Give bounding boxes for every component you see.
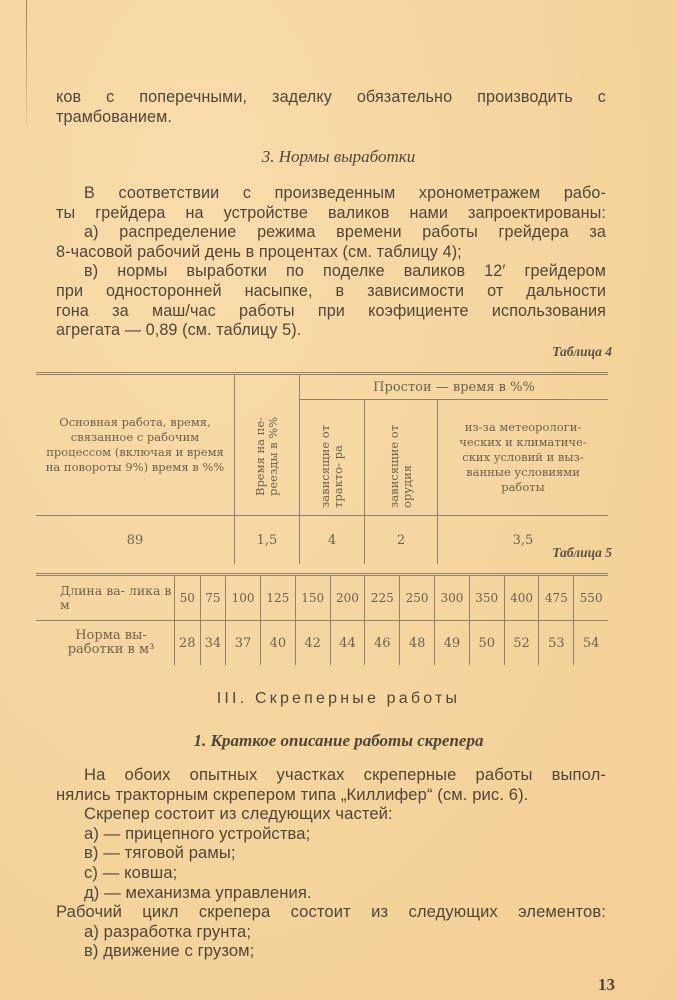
- cell: 53: [539, 621, 574, 666]
- text-line: В соответствии с произведенным хронометражем рабо-: [84, 184, 606, 202]
- cell: 400: [504, 575, 539, 621]
- text-line: трамбованием.: [56, 107, 172, 126]
- text-line: а) распределение режима времени работы грейдера за: [84, 223, 606, 242]
- cell: 475: [539, 575, 574, 621]
- list-item: а) разработка грунта;: [84, 921, 252, 941]
- table5-caption: Таблица 5: [552, 545, 612, 560]
- length-row: [36, 575, 608, 621]
- cell: 40: [260, 621, 295, 666]
- text-line: 8-часовой рабочий день в процентах (см. таблицу 4);: [56, 242, 462, 261]
- output-norm-row: [36, 621, 608, 666]
- cell: 550: [574, 575, 608, 621]
- cell: 50: [175, 575, 201, 621]
- section-paragraph: [56, 184, 606, 341]
- cell: 225: [365, 575, 400, 621]
- cell: 46: [365, 621, 400, 666]
- text-line: агрегата — 0,89 (см. таблицу 5).: [56, 321, 302, 340]
- cell-weather: 3,5: [438, 516, 609, 565]
- cell: 28: [175, 621, 201, 666]
- cell-travel: 1,5: [235, 516, 300, 565]
- cell: 200: [330, 575, 365, 621]
- page-number: 13: [598, 975, 615, 994]
- header-downtime: Простои — время в %%: [300, 374, 609, 400]
- text-line: ты грейдера на устройстве валиков нами запроектированы:: [56, 203, 606, 222]
- row-label-norm: Норма вы- работки в м³: [36, 621, 175, 666]
- section-heading: 3. Нормы выработки: [261, 147, 416, 166]
- continuation-paragraph: [56, 88, 606, 127]
- cell: 44: [330, 621, 365, 666]
- text-line: Рабочий цикл скрепера состоит из следующих элементов:: [56, 902, 606, 922]
- list-item: д) — механизма управления.: [84, 882, 312, 902]
- cell: 54: [574, 621, 608, 666]
- page-fold-line: [26, 0, 27, 125]
- text-line: гона за маш/час работы при коэфициенте использования: [56, 301, 606, 320]
- cell: 100: [226, 575, 261, 621]
- header-main-work: Основная работа, время, связанное с рабочим процессом (включая и время на повороты 9%) время в %%: [36, 374, 235, 516]
- cell: 52: [504, 621, 539, 666]
- text-line: нялись тракторным скрепером типа „Киллифер“ (см. рис. 6).: [56, 784, 529, 804]
- list-item: с) — ковша;: [84, 862, 178, 882]
- cell: 34: [200, 621, 226, 666]
- table4-caption: Таблица 4: [552, 344, 612, 359]
- header-travel: Время на пе- реезды в %%: [235, 374, 300, 516]
- text-line: Скрепер состоит из следующих частей:: [84, 804, 393, 824]
- text-line: при односторонней насыпке, в зависимости от дальности: [56, 281, 606, 300]
- list-item: в) движение с грузом;: [84, 941, 255, 961]
- text-line: в) нормы выработки по поделке валиков 12′ грейдером: [84, 262, 606, 281]
- row-label-length: Длина ва- лика в м: [36, 575, 175, 621]
- cell: 125: [260, 575, 295, 621]
- header-tractor: зависящие от тракто- ра: [300, 400, 365, 516]
- chapter-paragraph: [56, 765, 606, 961]
- cell: 50: [469, 621, 504, 666]
- cell-implement: 2: [365, 516, 438, 565]
- text-line: На обоих опытных участках скреперные работы выпол-: [84, 765, 606, 784]
- cell: 350: [469, 575, 504, 621]
- cell: 250: [400, 575, 435, 621]
- cell: 42: [295, 621, 330, 666]
- table4: [36, 372, 608, 564]
- header-implement: зависящие от орудия: [365, 400, 438, 516]
- cell: 49: [435, 621, 470, 666]
- cell: 75: [200, 575, 226, 621]
- table5: [36, 573, 608, 665]
- list-item: в) — тяговой рамы;: [84, 843, 236, 863]
- cell: 300: [435, 575, 470, 621]
- cell-main-work: 89: [36, 516, 235, 565]
- cell-tractor: 4: [300, 516, 365, 565]
- subsection-heading: 1. Краткое описание работы скрепера: [193, 731, 484, 750]
- header-weather: из-за метеорологи- ческих и климатиче- ских условий и выз- ванные условиями работы: [438, 400, 609, 516]
- text-line: ков с поперечными, заделку обязательно производить с: [56, 88, 606, 106]
- cell: 48: [400, 621, 435, 666]
- cell: 37: [226, 621, 261, 666]
- list-item: а) — прицепного устройства;: [84, 823, 311, 843]
- chapter-title: III. Скреперные работы: [216, 690, 461, 707]
- cell: 150: [295, 575, 330, 621]
